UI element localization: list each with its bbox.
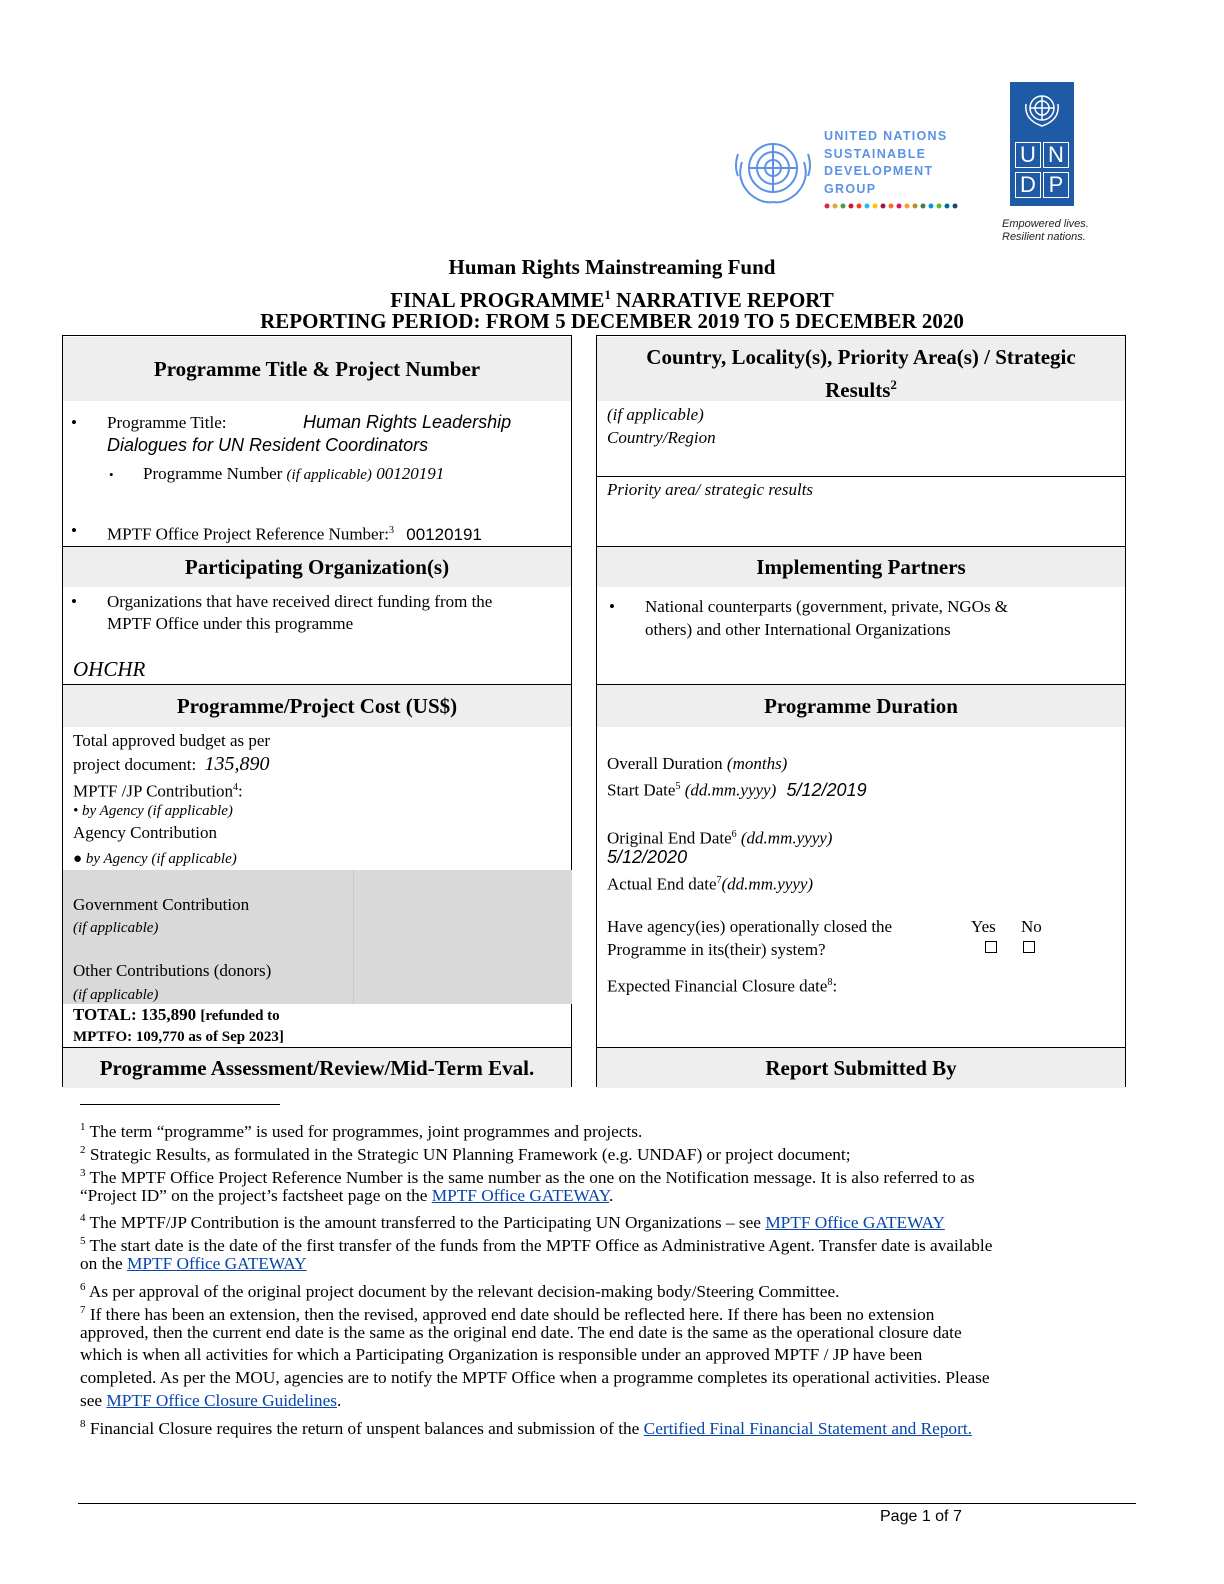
country-header-line-2-text: Results — [825, 378, 891, 402]
start-date-label: Start Date — [607, 780, 676, 800]
footnote-3a: $^3$ The MPTF Office Project Reference Number is the same number as the one on the Notification message. It is also referred to as — [80, 1167, 975, 1187]
bullet: • — [109, 467, 114, 482]
footnote-2-text: Strategic Results, as formulated in the Strategic UN Planning Framework (e.g. UNDAF) or project document; — [89, 1144, 851, 1164]
undp-letter-u: U — [1015, 142, 1041, 168]
unsdg-line-2: SUSTAINABLE — [824, 146, 927, 161]
start-date-sup: 5 — [675, 781, 681, 792]
budget-label-2-text: project document: — [73, 755, 197, 774]
undp-tagline — [1002, 218, 1094, 244]
gateway-link-1[interactable]: MPTF Office GATEWAY — [431, 1186, 610, 1205]
programme-title-value-1: Human Rights Leadership — [303, 412, 512, 432]
programme-title-label: Programme Title: — [107, 413, 227, 432]
participating-value: OHCHR — [73, 657, 146, 681]
footnote-7c: which is when all activities for which a Participating Organization is responsible under an approved MPTF / JP have been — [80, 1345, 923, 1364]
agency-contribution: Agency Contribution — [73, 823, 218, 842]
footnote-7-text-a: If there has been an extension, then the revised, approved end date should be reflected here. If there has been no extension — [89, 1304, 935, 1324]
budget-label-1: Total approved budget as per — [73, 731, 271, 750]
implementing-text-2: others) and other International Organizations — [645, 620, 951, 639]
unsdg-line-3: DEVELOPMENT — [824, 164, 934, 178]
programme-title-value-2: Dialogues for UN Resident Coordinators — [107, 435, 429, 455]
other-if-applicable: (if applicable) — [73, 987, 159, 1003]
mptf-contribution-sup: 4 — [232, 782, 238, 793]
programme-number — [143, 463, 444, 486]
by-agency-1: • by Agency (if applicable) — [73, 803, 233, 819]
closure-guidelines-link[interactable]: MPTF Office Closure Guidelines — [106, 1391, 337, 1410]
participating-text-1: Organizations that have received direct funding from the — [107, 592, 493, 611]
by-agency-2-text: by Agency (if applicable) — [85, 851, 237, 867]
mptf-reference — [107, 520, 482, 546]
programme-number-label: Programme Number — [143, 464, 283, 483]
footnote-5-text-a: The start date is the date of the first transfer of the funds from the MPTF Office as Administrative Agent. Transfer date is available — [89, 1235, 993, 1255]
un-emblem-white-icon — [1022, 90, 1062, 130]
footnote-3-text-a: The MPTF Office Project Reference Number is the same number as the one on the Notification message. It is also referred to as — [89, 1167, 975, 1187]
bullet: • — [71, 413, 77, 432]
unsdg-line-1: UNITED NATIONS — [824, 129, 948, 143]
bullet: • — [609, 597, 615, 616]
unsdg-logo — [730, 128, 970, 214]
footnote-7a: $^7$ If there has been an extension, then the revised, approved end date should be reflected here. If there has been no extension — [80, 1304, 935, 1324]
footnote-6-text: As per approval of the original project document by the relevant decision-making body/Steering Committee. — [88, 1281, 840, 1301]
actual-end-label: Actual End date — [607, 874, 717, 894]
reporting-period: REPORTING PERIOD: FROM 5 DECEMBER 2019 TO 5 DECEMBER 2020 — [260, 309, 964, 333]
implementing-header: Implementing Partners — [597, 547, 1125, 587]
start-date-format: (dd.mm.yyyy) — [684, 780, 777, 800]
duration-header: Programme Duration — [597, 685, 1125, 727]
report-title-sup: 1 — [604, 287, 611, 302]
footnote-4-text: The MPTF/JP Contribution is the amount transferred to the Participating UN Organizations – see — [89, 1212, 761, 1232]
report-title-suffix: NARRATIVE REPORT — [610, 288, 834, 312]
undp-letter-p: P — [1043, 172, 1069, 198]
footnote-8-text: Financial Closure requires the return of unspent balances and submission of the — [89, 1418, 640, 1438]
footnote-7d: completed. As per the MOU, agencies are to notify the MPTF Office when a programme completes its operational activities. Please — [80, 1368, 990, 1387]
footnote-rule — [80, 1104, 280, 1105]
total-note-2: MPTFO: 109,770 as of Sep 2023] — [73, 1029, 284, 1045]
priority-area: Priority area/ strategic results — [607, 480, 814, 499]
country-header-line-2 — [597, 371, 1125, 404]
undp-letter-d: D — [1015, 172, 1041, 198]
closed-question-2: Programme in its(their) system? — [607, 940, 826, 959]
government-contribution: Government Contribution — [73, 895, 250, 914]
closed-question-1: Have agency(ies) operationally closed the — [607, 917, 893, 936]
mptf-ref-sup: 3 — [389, 525, 394, 536]
report-title-prefix: FINAL PROGRAMME — [390, 288, 605, 312]
budget-value: 135,890 — [204, 753, 270, 775]
total — [73, 1004, 280, 1027]
bullet: • — [71, 592, 77, 611]
overall-duration — [607, 753, 787, 775]
country-header-sup: 2 — [890, 377, 897, 392]
country-if-applicable: (if applicable) — [607, 405, 704, 424]
gateway-link-2[interactable]: MPTF Office GATEWAY — [765, 1212, 945, 1232]
programme-title-header: Programme Title & Project Number — [63, 337, 571, 401]
participating-text-2: MPTF Office under this programme — [107, 614, 354, 633]
start-date — [607, 776, 867, 802]
budget-label-2 — [73, 753, 269, 776]
mptf-ref-value: 00120191 — [406, 524, 482, 544]
country-header-line-1: Country, Locality(s), Priority Area(s) / Strategic — [646, 345, 1076, 369]
assessment-header: Programme Assessment/Review/Mid-Term Eval. — [63, 1048, 571, 1088]
expected-closure: Expected Financial Closure date$^8$: — [607, 976, 838, 996]
footnote-5a: $^5$ The start date is the date of the first transfer of the funds from the MPTF Office as Administrative Agent. Transfer date is available — [80, 1235, 993, 1255]
no-label: No — [1021, 917, 1042, 936]
footnote-7e: see MPTF Office Closure Guidelines. — [80, 1391, 342, 1410]
country-region: Country/Region — [607, 428, 716, 447]
original-end-format: (dd.mm.yyyy) — [740, 828, 833, 848]
yes-checkbox[interactable] — [985, 941, 997, 953]
footnote-1: $^1$ The term “programme” is used for programmes, joint programmes and projects. — [80, 1121, 643, 1141]
footnote-3-text-b: “Project ID” on the project’s factsheet page on the — [80, 1186, 428, 1205]
bullet: • — [71, 521, 77, 540]
certified-statement-link[interactable]: Certified Final Financial Statement and Report. — [643, 1418, 972, 1438]
expected-closure-label: Expected Financial Closure date — [607, 976, 828, 996]
footnote-5b — [80, 1253, 1140, 1276]
participating-header: Participating Organization(s) — [63, 547, 571, 587]
mptf-ref-label: MPTF Office Project Reference Number: — [107, 524, 389, 544]
programme-number-value: 00120191 — [376, 464, 445, 483]
un-emblem-icon — [730, 132, 816, 208]
actual-end-format: (dd.mm.yyyy) — [721, 874, 814, 894]
total-label: TOTAL: 135,890 — [73, 1005, 197, 1024]
undp-tagline-2: Resilient nations. — [1002, 231, 1086, 243]
actual-end-sup: 7 — [716, 875, 722, 886]
government-if-applicable: (if applicable) — [73, 920, 159, 936]
footnote-3b: “Project ID” on the project’s factsheet page on the MPTF Office GATEWAY. — [80, 1186, 614, 1205]
country-header — [597, 337, 1125, 401]
no-checkbox[interactable] — [1023, 941, 1035, 953]
by-agency-2: ● by Agency (if applicable) — [73, 851, 237, 867]
start-date-value: 5/12/2019 — [786, 779, 867, 800]
footnote-7-text-e: see — [80, 1391, 103, 1410]
footnote-1-text: The term “programme” is used for programmes, joint programmes and projects. — [89, 1121, 643, 1141]
months-note: (months) — [726, 754, 788, 773]
undp-letter-n: N — [1043, 142, 1069, 168]
mptf-contribution-label: MPTF /JP Contribution — [73, 781, 233, 801]
overall-duration-label: Overall Duration — [607, 754, 723, 773]
by-agency-1-text: by Agency (if applicable) — [82, 803, 233, 819]
actual-end-date — [607, 870, 813, 896]
yes-label: Yes — [971, 917, 996, 936]
gateway-link-3[interactable]: MPTF Office GATEWAY — [127, 1254, 307, 1273]
right-table — [596, 335, 1126, 1087]
original-end-label: Original End Date — [607, 828, 732, 848]
footnote-4: $^4$ The MPTF/JP Contribution is the amount transferred to the Participating UN Organizations – see MPTF Office GATEWAY — [80, 1212, 945, 1232]
fund-title: Human Rights Mainstreaming Fund — [448, 255, 776, 279]
unsdg-line-4: GROUP — [824, 181, 877, 196]
original-end-sup: 6 — [731, 829, 737, 840]
programme-number-note: (if applicable) — [286, 467, 372, 483]
footnote-7b: approved, then the current end date is the same as the original end date. The end date is the same as the operational closure date — [80, 1323, 962, 1342]
sdg-color-dots — [824, 202, 964, 210]
left-table — [62, 335, 572, 1087]
other-contributions: Other Contributions (donors) — [73, 961, 272, 980]
footnote-8: $^8$ Financial Closure requires the return of unspent balances and submission of the Certified Final Financial Statement and Report. — [80, 1418, 972, 1438]
page-number: Page 1 of 7 — [880, 1508, 962, 1525]
footer-rule — [78, 1503, 1136, 1504]
implementing-text-1: National counterparts (government, private, NGOs & — [645, 597, 1009, 616]
undp-tagline-1: Empowered lives. — [1002, 218, 1089, 230]
total-note-1: [refunded to — [200, 1008, 280, 1024]
cost-header: Programme/Project Cost (US$) — [63, 685, 571, 727]
footnote-2: $^2$ Strategic Results, as formulated in the Strategic UN Planning Framework (e.g. UNDAF) or project document; — [80, 1144, 851, 1164]
mptf-contribution: MPTF /JP Contribution$^4$: — [73, 781, 243, 801]
report-submitted-header: Report Submitted By — [597, 1048, 1125, 1088]
undp-logo — [1000, 82, 1092, 252]
footnote-5-text-b: on the — [80, 1254, 123, 1273]
expected-closure-sup: 8 — [827, 977, 833, 988]
footnote-6: $^6$ As per approval of the original project document by the relevant decision-making body/Steering Committee. — [80, 1281, 840, 1301]
original-end-value: 5/12/2020 — [607, 847, 688, 867]
